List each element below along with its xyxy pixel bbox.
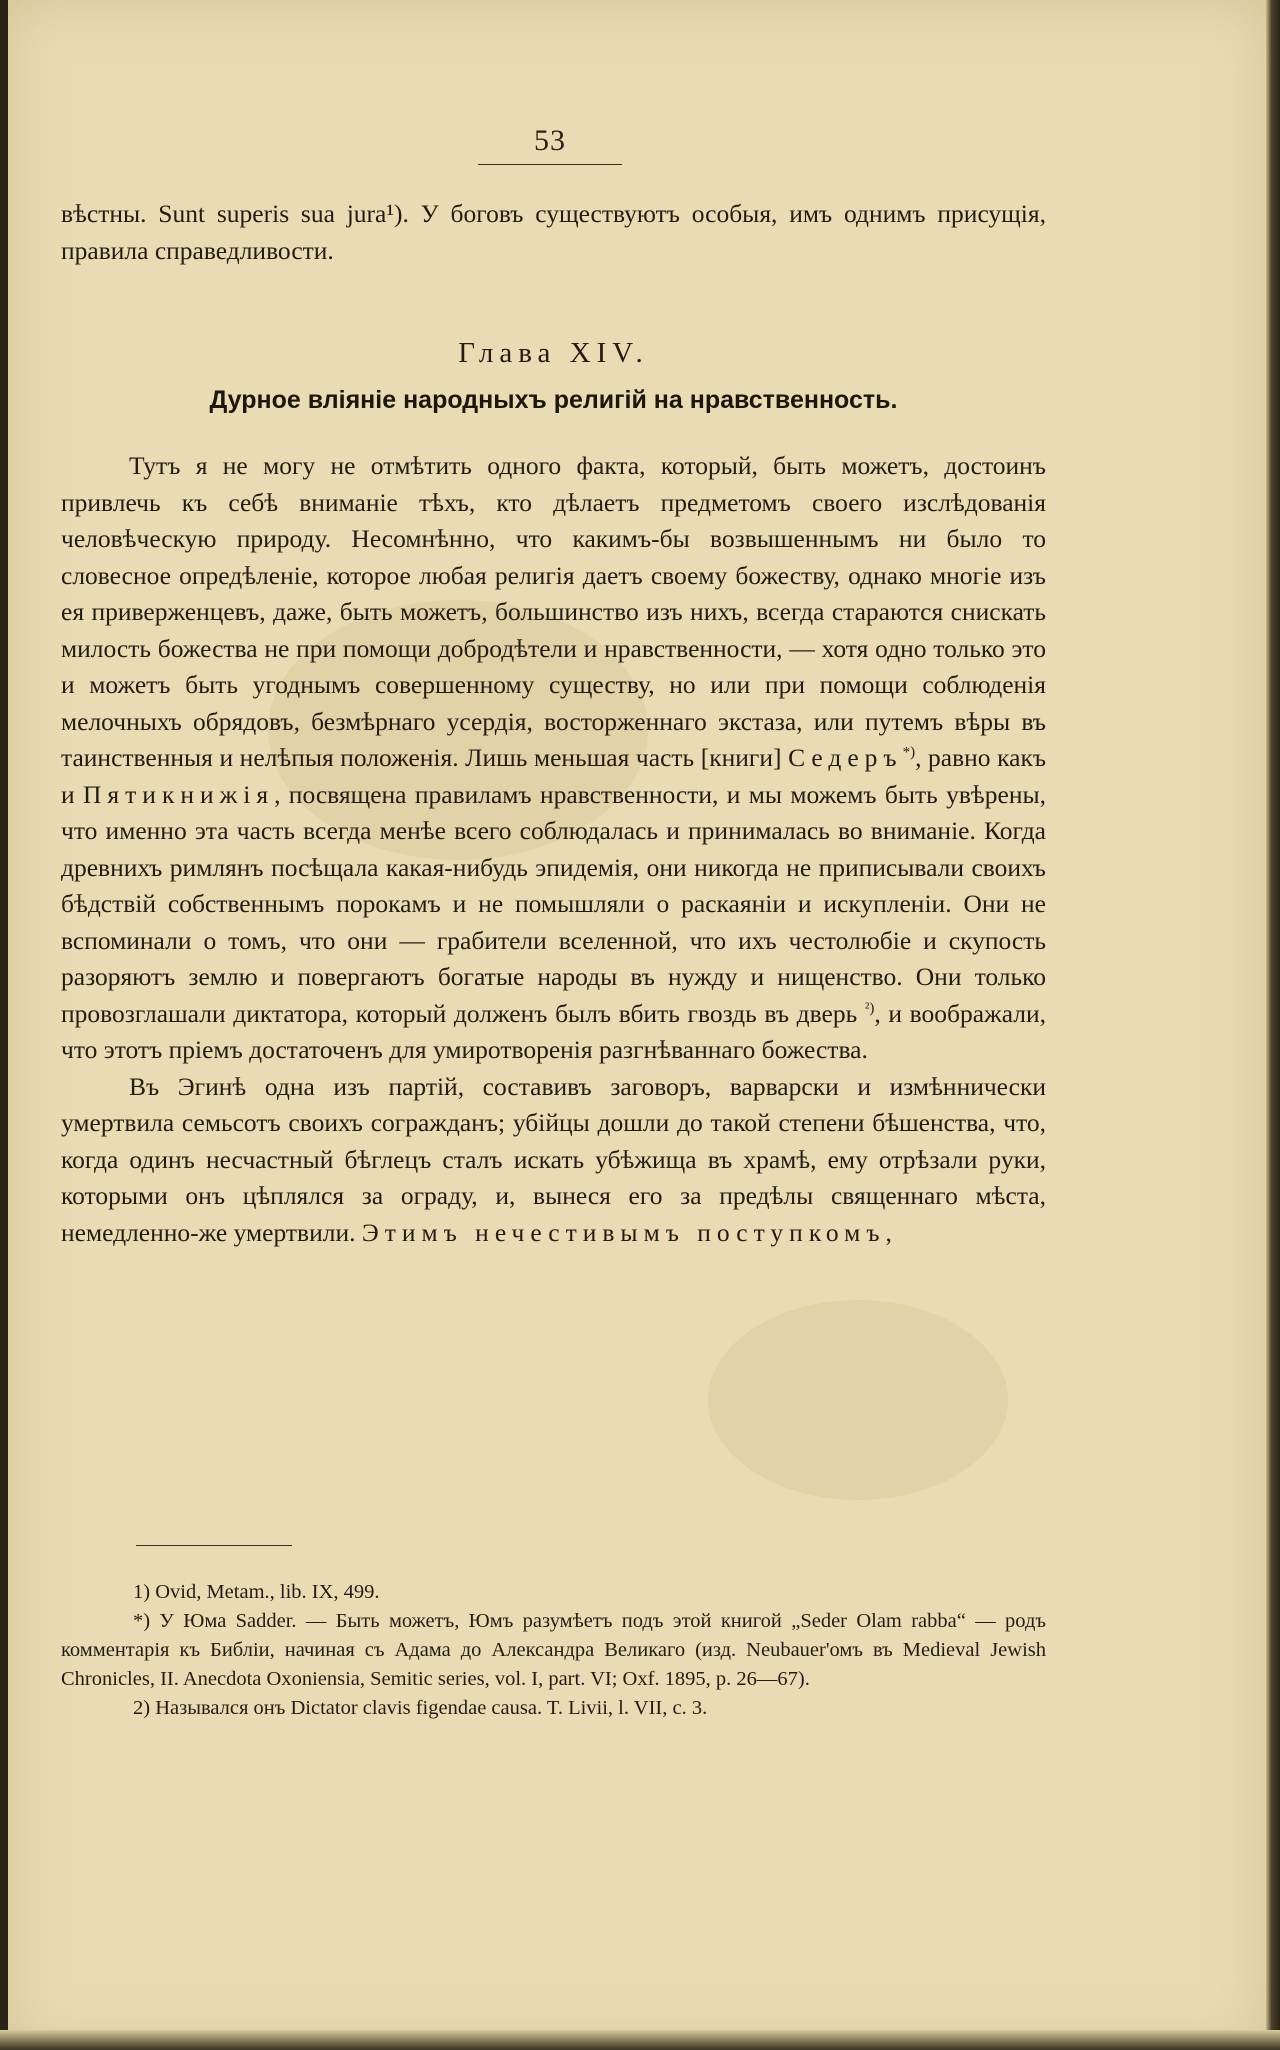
paragraph-1-part-4: , и воображали, что этотъ пріемъ достаточенъ для умиротворенія разгнѣваннаго божества. bbox=[61, 998, 1046, 1064]
chapter-title: Глава XIV. bbox=[458, 337, 649, 369]
footnote-2: 2) Назывался онъ Dictator clavis figendae causa. T. Livii, l. VII, c. 3. bbox=[133, 1697, 708, 1719]
page-number: 53 bbox=[534, 124, 566, 157]
seder-term: Седеръ bbox=[788, 743, 903, 772]
chapter-heading: Дурное вліяніе народныхъ религій на нравственность. bbox=[209, 386, 898, 414]
footnote-ref-star: *) bbox=[902, 744, 916, 761]
continuation-paragraph: вѣстны. Sunt superis sua jura¹). У боговъ существуютъ особыя, имъ однимъ присущія, правила справедливости. bbox=[61, 199, 1046, 265]
paragraph-1-part-2: , равно какъ и bbox=[61, 743, 1047, 809]
footnote-star: *) У Юма Sadder. — Быть можетъ, Юмъ разумѣетъ подъ этой книгой „Seder Olam rabba“ — родъ комментарія къ Библіи, начиная съ Адама до Александра Великаго (изд. Neubauer'омъ въ Medieval Jewish Chronicles, II. Anecdota Oxoniensia, Semitic series, vol. I, part. VI; Oxf. 1895, p. 26—67). bbox=[61, 1610, 1046, 1690]
scan-edge-bottom bbox=[0, 2030, 1280, 2050]
scan-edge-right bbox=[1266, 0, 1280, 2050]
body-text bbox=[61, 448, 1046, 1251]
paragraph-2-text: Въ Эгинѣ одна изъ партій, составивъ заговоръ, варварски и измѣннически умертвила семьсотъ своихъ согражданъ; убійцы дошли до такой степени бѣшенства, что, когда одинъ несчастный бѣглецъ сталъ искать убѣжища въ храмѣ, ему отрѣзали руки, которыми онъ цѣплялся за ограду, и, вынеся его за предѣлы священнаго мѣста, немедленно-же умертвили. bbox=[61, 1071, 1046, 1247]
footnote-ref-2: ²) bbox=[864, 1000, 875, 1016]
paragraph-2-spaced-tail: Этимъ нечестивымъ поступкомъ, bbox=[361, 1217, 898, 1247]
paragraph-2 bbox=[61, 1069, 1046, 1252]
pentateuch-term: Пятикнижія bbox=[83, 779, 275, 809]
paragraph-1-part-1: Тутъ я не могу не отмѣтить одного факта, который, быть можетъ, достоинъ привлечь къ себѣ вниманіе тѣхъ, кто дѣлаетъ предметомъ своего изслѣдованія человѣческую природу. Несомнѣнно, что какимъ-бы возвышеннымъ ни было то словесное опредѣленіе, которое любая религія даетъ своему божеству, однако многіе изъ ея приверженцевъ, даже, быть можетъ, большинство изъ нихъ, всегда стараются снискать милость божества не при помощи добродѣтели и нравственности, — хотя одно только это и можетъ быть угоднымъ совершенному существу, но или при помощи соблюденія мелочныхъ обрядовъ, безмѣрнаго усердія, восторженнаго экстаза, или путемъ вѣры въ таинственныя и нелѣпыя положенія. Лишь меньшая часть [книги] bbox=[61, 451, 1046, 772]
scan-edge-left bbox=[0, 0, 8, 2050]
page-number-rule bbox=[478, 164, 622, 165]
footnotes bbox=[61, 1578, 1046, 1723]
footnote-rule bbox=[136, 1545, 292, 1546]
paragraph-1-part-3: , посвящена правиламъ нравственности, и мы можемъ быть увѣрены, что именно эта часть всегда менѣе всего соблюдалась и принималась во вниманіе. Когда древнихъ римлянъ посѣщала какая-нибудь эпидемія, они никогда не приписывали своихъ бѣдствій собственнымъ порокамъ и не помышляли о раскаяніи и искупленіи. Они не вспоминали о томъ, что они — грабители вселенной, что ихъ честолюбіе и скупость разоряютъ землю и повергаютъ богатые народы въ нужду и нищенство. Они только провозглашали диктатора, который долженъ былъ вбить гвоздь въ дверь bbox=[61, 779, 1046, 1028]
continuation-text bbox=[61, 196, 1046, 269]
paragraph-1 bbox=[61, 448, 1046, 1069]
paper-stain bbox=[708, 1300, 1008, 1500]
footnote-1: 1) Ovid, Metam., lib. IX, 499. bbox=[133, 1581, 380, 1603]
